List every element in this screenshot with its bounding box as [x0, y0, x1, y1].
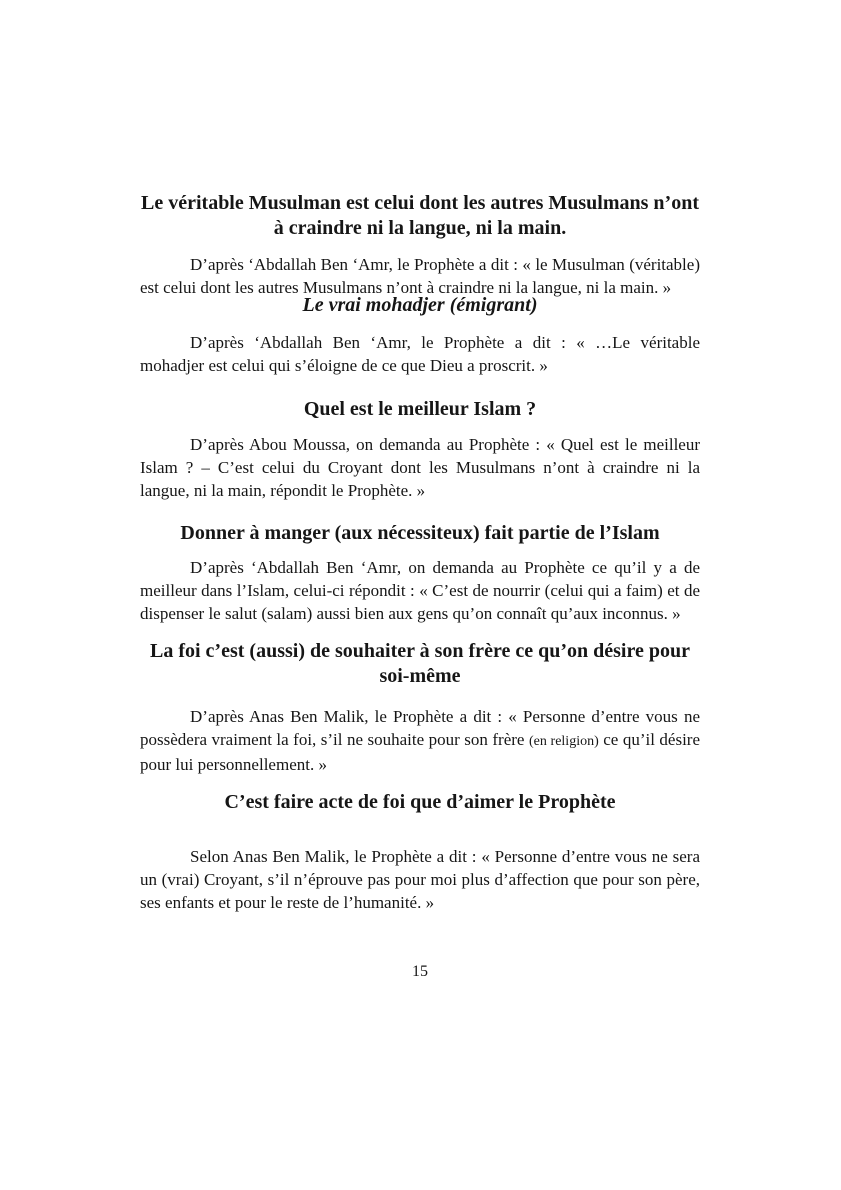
hadith-text: D’après ‘Abdallah Ben ‘Amr, le Prophète a dit : « …Le véritable mohadjer est celui qui s’éloigne de ce que Dieu a proscrit. »: [140, 333, 700, 375]
section-title-veritable-musulman: Le véritable Musulman est celui dont les autres Musulmans n’ont à craindre ni la langue, ni la main.: [141, 192, 699, 239]
section-title-la-foi: La foi c’est (aussi) de souhaiter à son frère ce qu’on désire pour soi-même: [150, 640, 690, 687]
hadith-section: [140, 790, 700, 914]
hadith-section: [140, 191, 700, 299]
section-title-aimer-le-prophete: C’est faire acte de foi que d’aimer le Prophète: [224, 791, 616, 813]
hadith-text: Selon Anas Ben Malik, le Prophète a dit : « Personne d’entre vous ne sera un (vrai) Croyant, s’il n’éprouve pas pour moi plus d’affection que pour son père, ses enfants et pour le reste de l’humanité. »: [140, 847, 700, 912]
section-title-donner-a-manger: Donner à manger (aux nécessiteux) fait partie de l’Islam: [180, 522, 660, 544]
section-title-meilleur-islam: Quel est le meilleur Islam ?: [303, 398, 537, 420]
hadith-text: D’après Abou Moussa, on demanda au Prophète : « Quel est le meilleur Islam ? – C’est celui du Croyant dont les Musulmans n’ont à craindre ni la langue, ni la main, répondit le Prophète. »: [140, 435, 700, 500]
hadith-text: D’après ‘Abdallah Ben ‘Amr, on demanda au Prophète ce qu’il y a de meilleur dans l’Islam, celui-ci répondit : « C’est de nourrir (celui qui a faim) et de dispenser le salut (salam) aussi bien aux gens qu’on connaît qu’aux inconnus. »: [140, 558, 700, 623]
hadith-text-small-note: (en religion): [528, 734, 599, 749]
hadith-text: D’après ‘Abdallah Ben ‘Amr, le Prophète a dit : « le Musulman (véritable) est celui dont les autres Musulmans n’ont à craindre ni la langue, ni la main. »: [140, 255, 700, 297]
hadith-section: [140, 639, 700, 776]
section-title-vrai-mohadjer: Le vrai mohadjer (émigrant): [302, 294, 538, 316]
hadith-text-segment: D’après Anas Ben Malik, le Prophète a dit : « Personne d’entre vous ne possèdera vraiment la foi, s’il ne souhaite pour son frère: [140, 707, 700, 749]
hadith-section: [140, 293, 700, 377]
page-number: 15: [412, 963, 428, 980]
hadith-section: [140, 521, 700, 625]
hadith-section: [140, 397, 700, 502]
hadith-text: [140, 705, 700, 776]
hadith-text-segment: ce qu’il désire pour lui personnellement. »: [140, 730, 700, 774]
text-column: [140, 0, 700, 983]
